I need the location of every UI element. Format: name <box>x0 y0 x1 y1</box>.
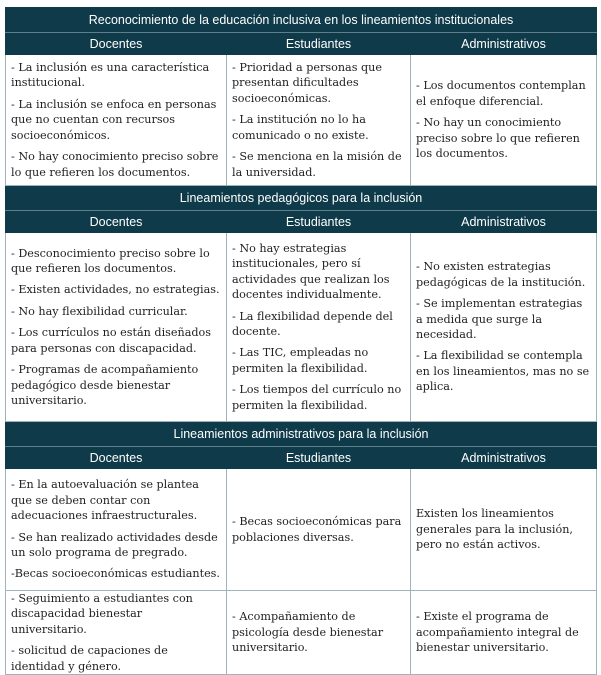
table-row <box>6 469 597 591</box>
section-title-row <box>6 8 597 33</box>
cell-item: - Se implementan estrategias a medida que surge la necesidad. <box>416 297 583 341</box>
table-cell-administrativos <box>411 55 597 186</box>
column-header-estudiantes: Estudiantes <box>227 33 411 55</box>
cell-item: - Becas socioeconómicas para poblaciones diversas. <box>232 515 402 544</box>
table-row <box>6 591 597 675</box>
cell-item: - La inclusión se enfoca en personas que no cuentan con recursos socioeconómicos. <box>11 97 217 142</box>
cell-item: - No hay un conocimiento preciso sobre lo que refieren los documentos. <box>416 116 580 161</box>
column-header-administrativos: Administrativos <box>411 447 597 469</box>
column-header-docentes: Docentes <box>6 447 227 469</box>
cell-item: - La flexibilidad depende del docente. <box>232 309 393 338</box>
column-header-estudiantes: Estudiantes <box>227 447 411 469</box>
table-cell-docentes <box>6 233 227 422</box>
cell-item: - Seguimiento a estudiantes con discapacidad bienestar universitario. <box>11 592 193 636</box>
table-cell-estudiantes <box>227 469 411 591</box>
cell-item: - Existe el programa de acompañamiento integral de bienestar universitario. <box>416 610 579 655</box>
table-cell-estudiantes <box>227 591 411 675</box>
table-cell-estudiantes <box>227 233 411 422</box>
cell-item: - solicitud de capaciones de identidad y género. <box>11 644 168 673</box>
column-header-row <box>6 447 597 469</box>
cell-item: - No existen estrategias pedagógicas de la institución. <box>416 260 586 289</box>
cell-item: - Acompañamiento de psicología desde bienestar universitario. <box>232 610 384 655</box>
cell-item: - Se menciona en la misión de la universidad. <box>232 150 402 179</box>
cell-item: - La flexibilidad se contempla en los lineamientos, mas no se aplica. <box>416 349 590 394</box>
column-header-docentes: Docentes <box>6 211 227 233</box>
cell-item: - Prioridad a personas que presentan dificultades socioeconómicas. <box>232 61 382 105</box>
table-row <box>6 55 597 186</box>
section-title-row <box>6 186 597 211</box>
table-cell-administrativos <box>411 591 597 675</box>
column-header-estudiantes: Estudiantes <box>227 211 411 233</box>
cell-item: - La inclusión es una característica institucional. <box>11 61 210 90</box>
cell-item: - Programas de acompañamiento pedagógico desde bienestar universitario. <box>11 363 199 407</box>
cell-item: - No hay flexibilidad curricular. <box>11 304 188 318</box>
cell-item: -Becas socioeconómicas estudiantes. <box>11 567 220 581</box>
table-row <box>6 233 597 422</box>
cell-item: - Desconocimiento preciso sobre lo que refieren los documentos. <box>11 246 210 276</box>
column-header-docentes: Docentes <box>6 33 227 55</box>
cell-item: - Las TIC, empleadas no permiten la flexibilidad. <box>232 346 369 375</box>
cell-item: Existen los lineamientos generales para la inclusión, pero no están activos. <box>416 507 573 552</box>
cell-item: - La institución no lo ha comunicado o no existe. <box>232 113 369 142</box>
column-header-row <box>6 33 597 55</box>
cell-item: - Se han realizado actividades desde un solo programa de pregrado. <box>11 530 218 559</box>
cell-item: - En la autoevaluación se plantea que se deben contar con adecuaciones infraestructurales. <box>11 478 199 523</box>
cell-item: - No hay conocimiento preciso sobre lo que refieren los documentos. <box>11 150 219 179</box>
column-header-row <box>6 211 597 233</box>
table-cell-estudiantes <box>227 55 411 186</box>
inclusion-table <box>5 7 597 675</box>
section-title: Reconocimiento de la educación inclusiva en los lineamientos institucionales <box>6 8 597 33</box>
table-cell-administrativos <box>411 469 597 591</box>
section-title: Lineamientos administrativos para la inclusión <box>6 422 597 447</box>
table-cell-docentes <box>6 55 227 186</box>
cell-item: - Los tiempos del currículo no permiten la flexibilidad. <box>232 383 402 412</box>
cell-item: - Existen actividades, no estrategias. <box>11 283 220 297</box>
column-header-administrativos: Administrativos <box>411 211 597 233</box>
column-header-administrativos: Administrativos <box>411 33 597 55</box>
section-title-row <box>6 422 597 447</box>
section-title: Lineamientos pedagógicos para la inclusión <box>6 186 597 211</box>
table-cell-administrativos <box>411 233 597 422</box>
table-cell-docentes <box>6 469 227 591</box>
table-cell-docentes <box>6 591 227 675</box>
cell-item: - Los documentos contemplan el enfoque diferencial. <box>416 79 586 108</box>
cell-item: - No hay estrategias institucionales, pero sí actividades que realizan los docentes individualmente. <box>232 241 390 302</box>
cell-item: - Los currículos no están diseñados para personas con discapacidad. <box>11 326 212 355</box>
